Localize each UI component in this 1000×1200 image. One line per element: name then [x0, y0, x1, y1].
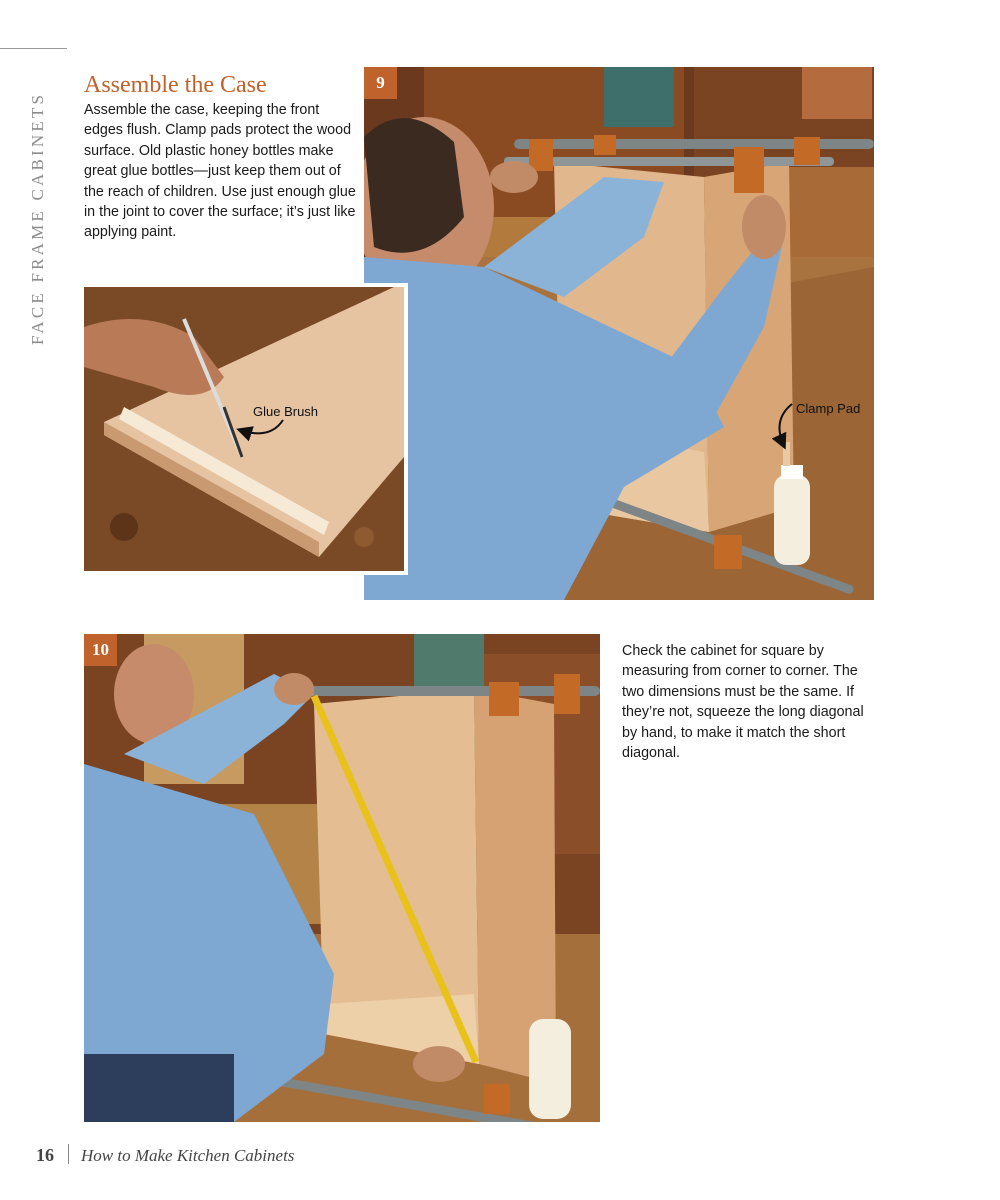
step-9-photo	[364, 67, 874, 600]
clamp-pad-callout: Clamp Pad	[796, 401, 861, 416]
chapter-side-label: FACE FRAME CABINETS	[28, 91, 47, 345]
top-rule	[0, 48, 67, 49]
intro-paragraph: Assemble the case, keeping the front edges flush. Clamp pads protect the wood surface. Old plastic honey bottles make great glue bottles—just keep them out of the reach of children. Use just enough glue in the joint to cover the surface; it’s just like applying paint.	[84, 102, 356, 241]
page-number: 16	[36, 1145, 54, 1165]
book-title: How to Make Kitchen Cabinets	[81, 1146, 295, 1165]
step-10-photo	[84, 634, 600, 1122]
step-10-number: 10	[84, 634, 117, 666]
glue-brush-inset-photo	[80, 283, 408, 575]
page-footer	[36, 1144, 294, 1166]
glue-brush-callout: Glue Brush	[253, 404, 319, 419]
step-10-paragraph: Check the cabinet for square by measuring from corner to corner. The two dimensions must be the same. If they’re not, squeeze the long diagonal by hand, to make it match the short diagonal.	[622, 643, 864, 762]
footer-divider	[68, 1144, 69, 1164]
step-9-number: 9	[364, 67, 397, 99]
section-title: Assemble the Case	[84, 72, 267, 98]
